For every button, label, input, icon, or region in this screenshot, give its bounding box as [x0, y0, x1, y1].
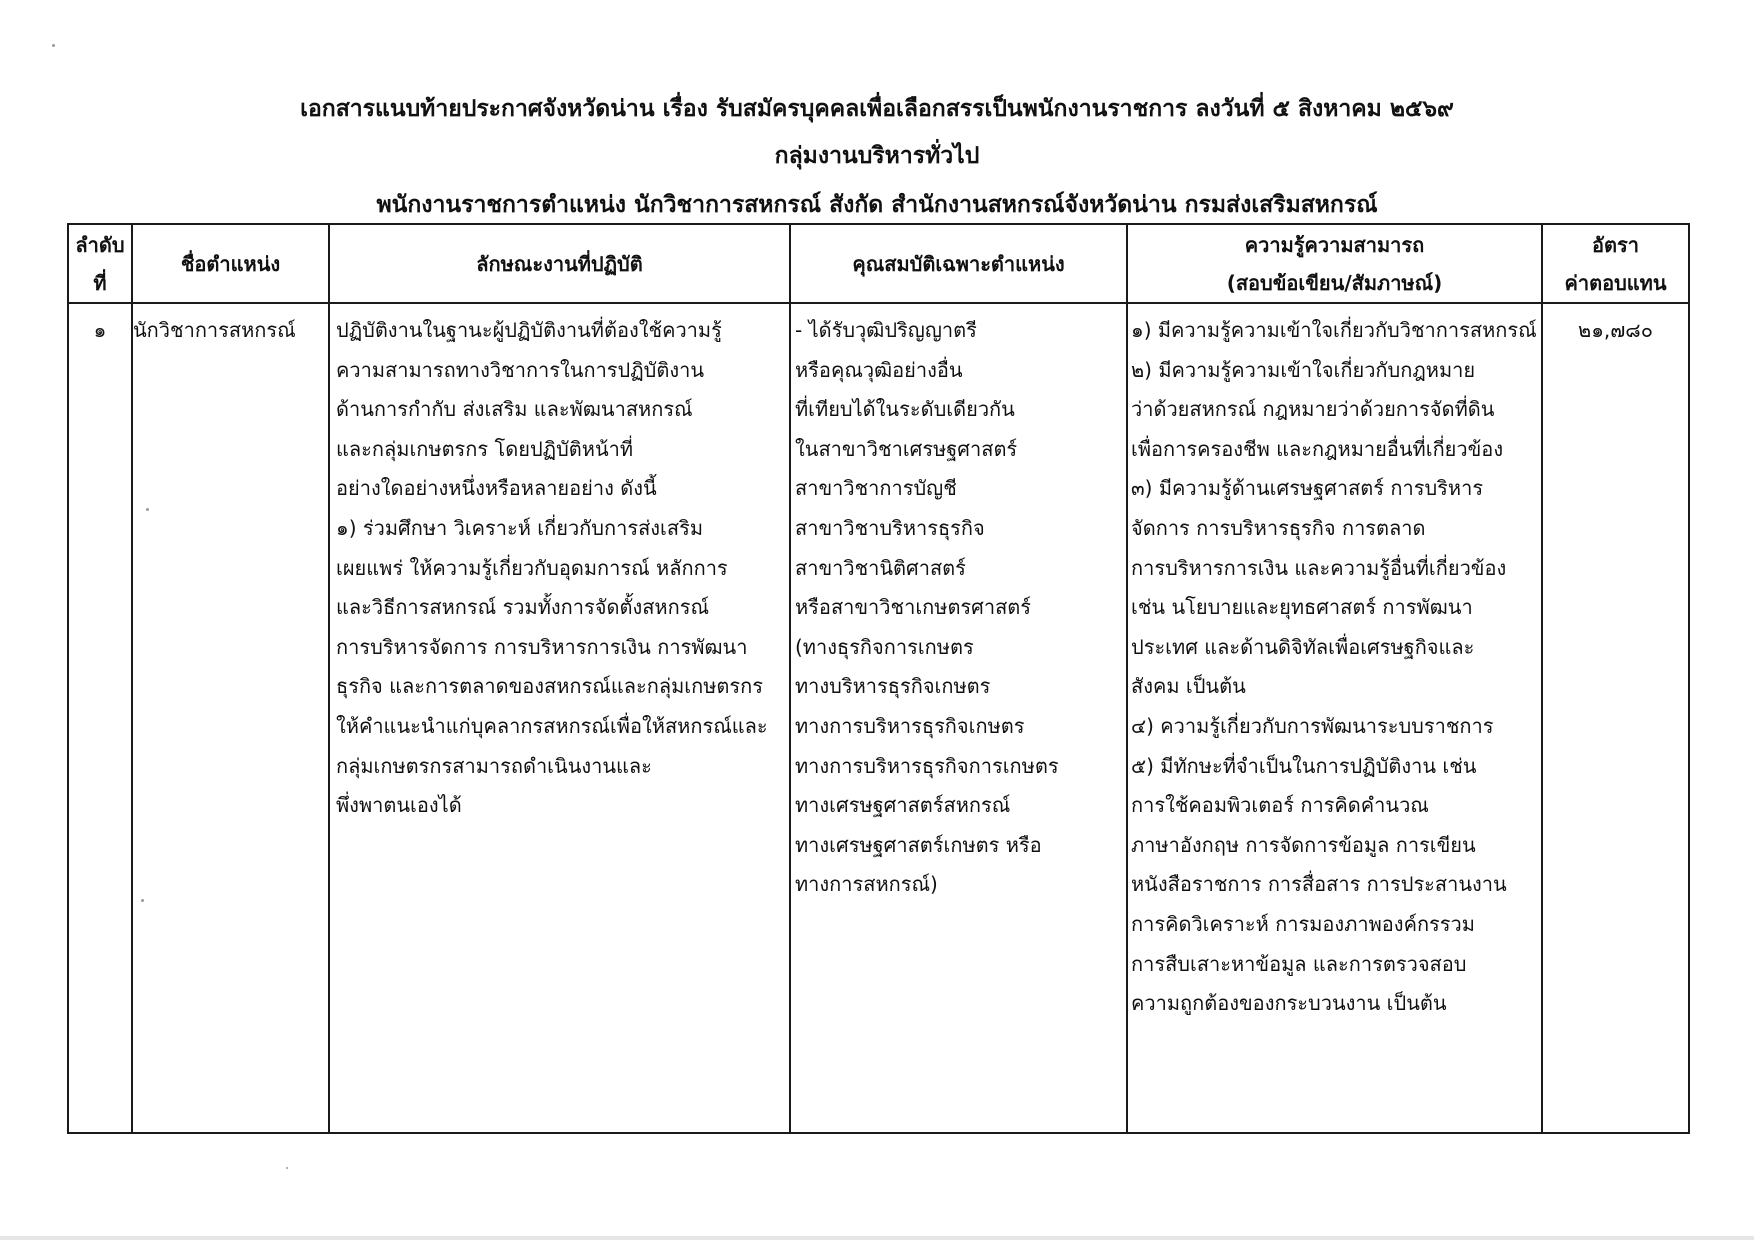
qualification-line: ทางการสหกรณ์) [795, 872, 938, 897]
knowledge-line: หนังสือราชการ การสื่อสาร การประสานงาน [1131, 872, 1507, 897]
duty-line: ให้คำแนะนำแก่บุคลากรสหกรณ์เพื่อให้สหกรณ์และ [336, 713, 768, 738]
header-rate-line: อัตรา [1592, 232, 1639, 257]
header-order-line: ที่ [93, 270, 107, 295]
header-order-line: ลำดับ [75, 232, 125, 257]
announcement-title: เอกสารแนบท้ายประกาศจังหวัดน่าน เรื่อง รับสมัครบุคคลเพื่อเลือกสรรเป็นพนักงานราชการ ลงวันที่ ๕ สิงหาคม ๒๕๖๙ [300, 96, 1454, 122]
duty-line: เผยแพร่ ให้ความรู้เกี่ยวกับอุดมการณ์ หลักการ [336, 555, 728, 580]
qualification-line: - ได้รับวุฒิปริญญาตรี [795, 318, 977, 342]
knowledge-line: การคิดวิเคราะห์ การมองภาพองค์กรรวม [1131, 911, 1475, 936]
knowledge-line: ๔) ความรู้เกี่ยวกับการพัฒนาระบบราชการ [1131, 713, 1494, 738]
qualification-line: สาขาวิชานิติศาสตร์ [795, 555, 966, 580]
header-qualifications-line: คุณสมบัติเฉพาะตำแหน่ง [852, 251, 1065, 276]
qualification-line: ในสาขาวิชาเศรษฐศาสตร์ [795, 436, 1018, 461]
position-table [67, 223, 1690, 1134]
knowledge-line: ๑) มีความรู้ความเข้าใจเกี่ยวกับวิชาการสหกรณ์ [1131, 318, 1537, 342]
qualification-line: หรือสาขาวิชาเกษตรศาสตร์ [795, 595, 1032, 620]
scan-edge [0, 1236, 1754, 1240]
header-position-name [132, 224, 329, 303]
knowledge-line: เพื่อการครองชีพ และกฎหมายอื่นที่เกี่ยวข้อง [1131, 436, 1504, 461]
duty-line: ปฏิบัติงานในฐานะผู้ปฏิบัติงานที่ต้องใช้ความรู้ [336, 318, 722, 342]
cell-duties [329, 303, 790, 1133]
header-duties [329, 224, 790, 303]
qualification-line: สาขาวิชาการบัญชี [795, 476, 957, 501]
knowledge-line: การสืบเสาะหาข้อมูล และการตรวจสอบ [1131, 951, 1467, 976]
header-rate-line: ค่าตอบแทน [1564, 270, 1667, 295]
duty-line: อย่างใดอย่างหนึ่งหรือหลายอย่าง ดังนี้ [336, 476, 657, 501]
scan-speck [146, 508, 149, 511]
knowledge-line: สังคม เป็นต้น [1131, 674, 1246, 699]
knowledge-line: ความถูกต้องของกระบวนงาน เป็นต้น [1131, 991, 1447, 1016]
qualification-line: (ทางธุรกิจการเกษตร [795, 634, 974, 659]
duty-line: ๑) ร่วมศึกษา วิเคราะห์ เกี่ยวกับการส่งเสริม [336, 515, 704, 540]
duty-line: ความสามารถทางวิชาการในการปฏิบัติงาน [336, 357, 705, 382]
duty-line: กลุ่มเกษตรกรสามารถดำเนินงานและ [336, 753, 652, 778]
knowledge-line: การบริหารการเงิน และความรู้อื่นที่เกี่ยวข้อง [1131, 555, 1507, 580]
position-title: พนักงานราชการตำแหน่ง นักวิชาการสหกรณ์ สังกัด สำนักงานสหกรณ์จังหวัดน่าน กรมส่งเสริมสหกรณ์ [376, 192, 1378, 218]
qualification-line: ทางการบริหารธุรกิจการเกษตร [795, 753, 1059, 778]
knowledge-line: ๒) มีความรู้ความเข้าใจเกี่ยวกับกฎหมาย [1131, 357, 1476, 382]
duty-line: พึ่งพาตนเองได้ [336, 793, 462, 818]
header-position-name-line: ชื่อตำแหน่ง [180, 251, 281, 276]
duty-line: และวิธีการสหกรณ์ รวมทั้งการจัดตั้งสหกรณ์ [336, 595, 710, 620]
scan-speck [286, 1167, 288, 1169]
cell-order: ๑ [68, 303, 132, 1133]
duty-line: ธุรกิจ และการตลาดของสหกรณ์และกลุ่มเกษตรกร [336, 674, 763, 699]
qualification-line: สาขาวิชาบริหารธุรกิจ [795, 515, 985, 540]
header-knowledge-line: ความรู้ความสามารถ [1244, 232, 1425, 257]
knowledge-line: การใช้คอมพิวเตอร์ การคิดคำนวณ [1131, 793, 1429, 818]
header-knowledge [1127, 224, 1542, 303]
qualification-line: ที่เทียบได้ในระดับเดียวกัน [795, 397, 1015, 422]
table-row [68, 303, 1689, 1133]
qualification-line: ทางการบริหารธุรกิจเกษตร [795, 713, 1025, 738]
header-duties-line: ลักษณะงานที่ปฏิบัติ [476, 251, 643, 276]
table-header-row [68, 224, 1689, 303]
header-qualifications [790, 224, 1127, 303]
cell-qualifications [790, 303, 1127, 1133]
qualification-line: หรือคุณวุฒิอย่างอื่น [795, 357, 963, 382]
knowledge-line: ๓) มีความรู้ด้านเศรษฐศาสตร์ การบริหาร [1131, 476, 1484, 501]
duty-line: ด้านการกำกับ ส่งเสริม และพัฒนาสหกรณ์ [336, 397, 693, 422]
duty-line: การบริหารจัดการ การบริหารการเงิน การพัฒนา [336, 634, 748, 659]
scan-speck [141, 899, 144, 902]
cell-knowledge [1127, 303, 1542, 1133]
header-order [68, 224, 132, 303]
header-rate [1542, 224, 1689, 303]
knowledge-line: ๕) มีทักษะที่จำเป็นในการปฏิบัติงาน เช่น [1131, 753, 1477, 778]
header-knowledge-line: (สอบข้อเขียน/สัมภาษณ์) [1226, 270, 1443, 295]
knowledge-line: เช่น นโยบายและยุทธศาสตร์ การพัฒนา [1131, 595, 1473, 620]
cell-position-name: นักวิชาการสหกรณ์ [132, 303, 329, 1133]
knowledge-line: ว่าด้วยสหกรณ์ กฎหมายว่าด้วยการจัดที่ดิน [1131, 397, 1495, 422]
cell-rate: ๒๑,๗๘๐ [1542, 303, 1689, 1133]
knowledge-list [1128, 311, 1541, 1024]
knowledge-line: ภาษาอังกฤษ การจัดการข้อมูล การเขียน [1131, 832, 1476, 857]
qualification-line: ทางบริหารธุรกิจเกษตร [795, 674, 991, 699]
qualification-line: ทางเศรษฐศาสตร์เกษตร หรือ [795, 832, 1042, 857]
knowledge-line: จัดการ การบริหารธุรกิจ การตลาด [1131, 515, 1426, 540]
work-group-title: กลุ่มงานบริหารทั่วไป [774, 143, 980, 169]
qualifications-list [791, 311, 1126, 905]
duty-line: และกลุ่มเกษตรกร โดยปฏิบัติหน้าที่ [336, 436, 634, 461]
duties-list [330, 311, 789, 826]
scan-speck [52, 44, 55, 47]
qualification-line: ทางเศรษฐศาสตร์สหกรณ์ [795, 793, 1011, 818]
knowledge-line: ประเทศ และด้านดิจิทัลเพื่อเศรษฐกิจและ [1131, 634, 1475, 659]
